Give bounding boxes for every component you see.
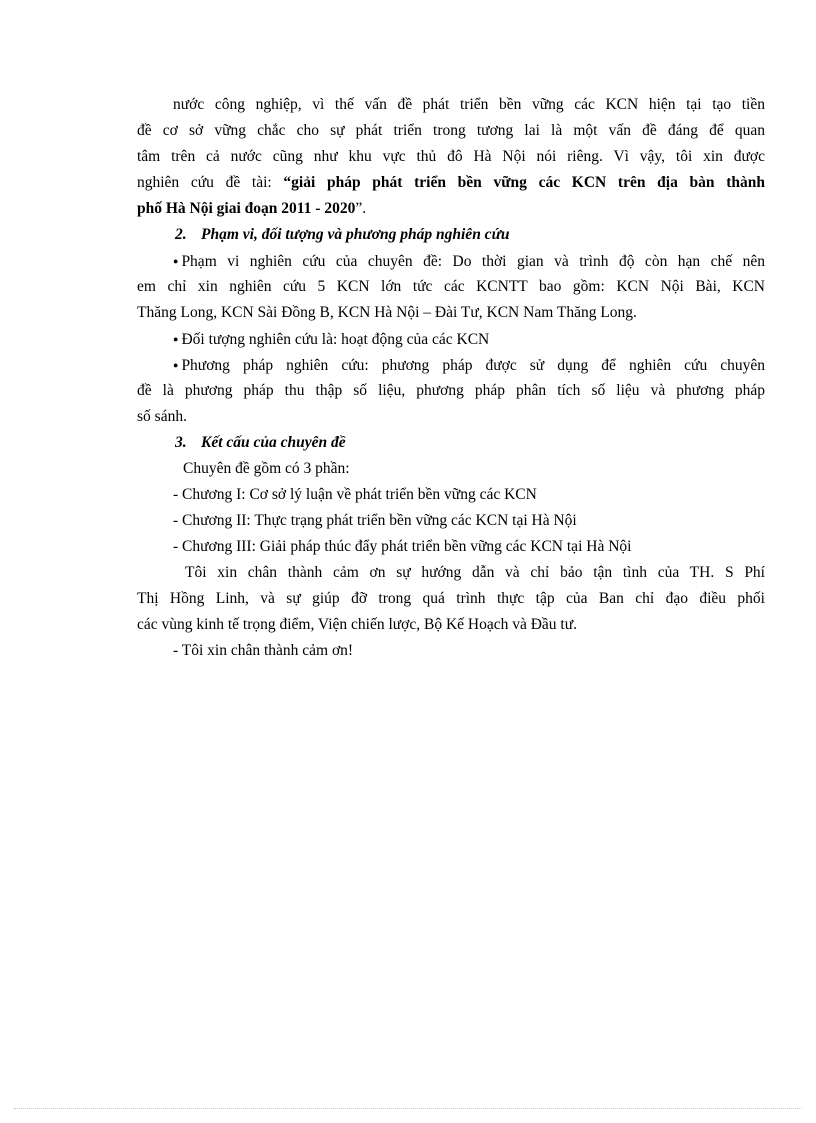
- method-line-3: số sánh.: [137, 408, 187, 425]
- chapter-item-3: - Chương III: Giải pháp thúc đẩy phát triển bền vững các KCN tại Hà Nội: [173, 538, 632, 555]
- scope-line-2: em chỉ xin nghiên cứu 5 KCN lớn tức các KCNTT bao gồm: KCN Nội Bài, KCN: [137, 278, 765, 295]
- section-2-heading: [175, 222, 803, 248]
- scope-line-3: Thăng Long, KCN Sài Đồng B, KCN Hà Nội – Đài Tư, KCN Nam Thăng Long.: [137, 304, 637, 321]
- bullet-icon: ●: [173, 360, 179, 370]
- chapter-item-2: - Chương II: Thực trạng phát triển bền vững các KCN tại Hà Nội: [173, 512, 577, 529]
- page-footer-rule: [14, 1108, 802, 1110]
- object-text: Đối tượng nghiên cứu là: hoạt động của các KCN: [181, 331, 490, 348]
- intro-line-3: tâm trên cả nước cũng như khu vực thủ đô Hà Nội nói riêng. Vì vậy, tôi xin được: [137, 148, 765, 165]
- topic-title-part-1: “giải pháp phát triển bền vững các KCN trên địa bàn thành: [283, 174, 765, 191]
- scope-line-1: [173, 248, 765, 274]
- thanks-line-3: các vùng kinh tế trọng điểm, Viện chiến lược, Bộ Kế Hoạch và Đầu tư.: [137, 616, 578, 633]
- intro-line-2: đề cơ sở vững chắc cho sự phát triển trong tương lai là một vấn đề đáng để quan: [137, 122, 765, 139]
- topic-title-part-2: phố Hà Nội giai đoạn 2011 - 2020: [137, 200, 356, 217]
- section-3-number: 3.: [175, 434, 187, 451]
- structure-intro: Chuyên đề gồm có 3 phần:: [183, 460, 350, 477]
- thanks-line-1: Tôi xin chân thành cảm ơn sự hướng dẫn và chỉ bảo tận tình của TH. S Phí: [185, 564, 765, 581]
- section-3-title: Kết cấu của chuyên đề: [201, 434, 346, 451]
- intro-line-1: nước công nghiệp, vì thế vấn đề phát triển bền vững các KCN hiện tại tạo tiền: [173, 96, 765, 113]
- intro-line-4: [137, 170, 765, 196]
- method-line-2: đề là phương pháp thu thập số liệu, phương pháp phân tích số liệu và phương pháp: [137, 382, 765, 399]
- section-2-title: Phạm vi, đối tượng và phương pháp nghiên cứu: [201, 226, 510, 243]
- intro-line-4-text: nghiên cứu đề tài:: [137, 174, 284, 191]
- scope-text-1: Phạm vi nghiên cứu của chuyên đề: Do thời gian và trình độ còn hạn chế nên: [181, 253, 765, 270]
- section-2-number: 2.: [175, 226, 187, 243]
- chapter-item-1: - Chương I: Cơ sở lý luận về phát triển bền vững các KCN: [173, 486, 537, 503]
- method-line-1: [173, 352, 765, 378]
- section-3-heading: [175, 430, 803, 456]
- bullet-icon: ●: [173, 334, 179, 344]
- intro-line-5-end: ”.: [355, 200, 367, 217]
- bullet-icon: ●: [173, 256, 179, 266]
- method-text-1: Phương pháp nghiên cứu: phương pháp được sử dụng để nghiên cứu chuyên: [181, 357, 765, 374]
- object-line: [173, 326, 801, 352]
- thanks-line-2: Thị Hồng Linh, và sự giúp đỡ trong quá trình thực tập của Ban chỉ đạo điều phối: [137, 590, 765, 607]
- intro-line-5: [137, 196, 765, 222]
- closing-line: - Tôi xin chân thành cảm ơn!: [173, 642, 354, 659]
